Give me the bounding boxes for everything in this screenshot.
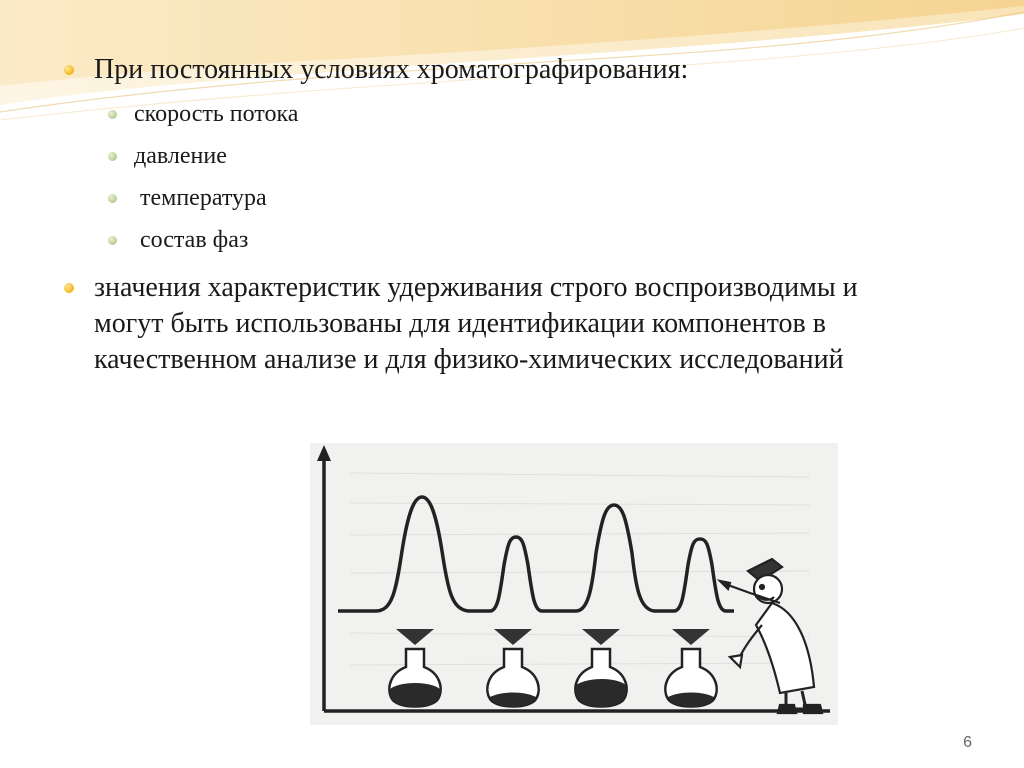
flask-icon xyxy=(487,649,538,707)
y-axis-arrow-icon xyxy=(317,445,331,461)
bullet-item xyxy=(64,270,964,378)
signal-curve xyxy=(338,497,734,611)
sub-bullet-text: состав фаз xyxy=(140,227,249,253)
flask-icon xyxy=(389,649,440,707)
sub-bullet-item xyxy=(64,98,964,130)
sub-bullet-item xyxy=(64,140,964,172)
bullet-item xyxy=(64,52,964,88)
flask-icon xyxy=(665,649,716,707)
bullet-dot-icon xyxy=(64,283,74,293)
chromatogram-drawing xyxy=(310,443,838,725)
sub-bullet-dot-icon xyxy=(108,152,117,161)
flask-icon xyxy=(575,649,626,707)
sub-bullet-item xyxy=(64,224,964,256)
bullet-text: При постоянных условиях хроматографирования: xyxy=(94,54,689,85)
sub-bullet-dot-icon xyxy=(108,236,117,245)
collection-markers xyxy=(396,629,710,645)
chromatogram-illustration xyxy=(310,443,838,725)
bullet-dot-icon xyxy=(64,65,74,75)
page-number: 6 xyxy=(963,734,972,751)
sub-bullet-text: температура xyxy=(140,185,267,211)
sub-bullet-text: скорость потока xyxy=(134,101,299,127)
sub-bullet-text: давление xyxy=(134,143,227,169)
sub-bullet-item xyxy=(64,182,964,214)
sub-bullet-dot-icon xyxy=(108,194,117,203)
sub-bullet-dot-icon xyxy=(108,110,117,119)
bullet-list xyxy=(64,52,964,378)
bullet-text: значения характеристик удерживания строго воспроизводимы и могут быть использованы для идентификации компонентов в качественном анализе и для физико-химических исследований xyxy=(94,272,858,375)
